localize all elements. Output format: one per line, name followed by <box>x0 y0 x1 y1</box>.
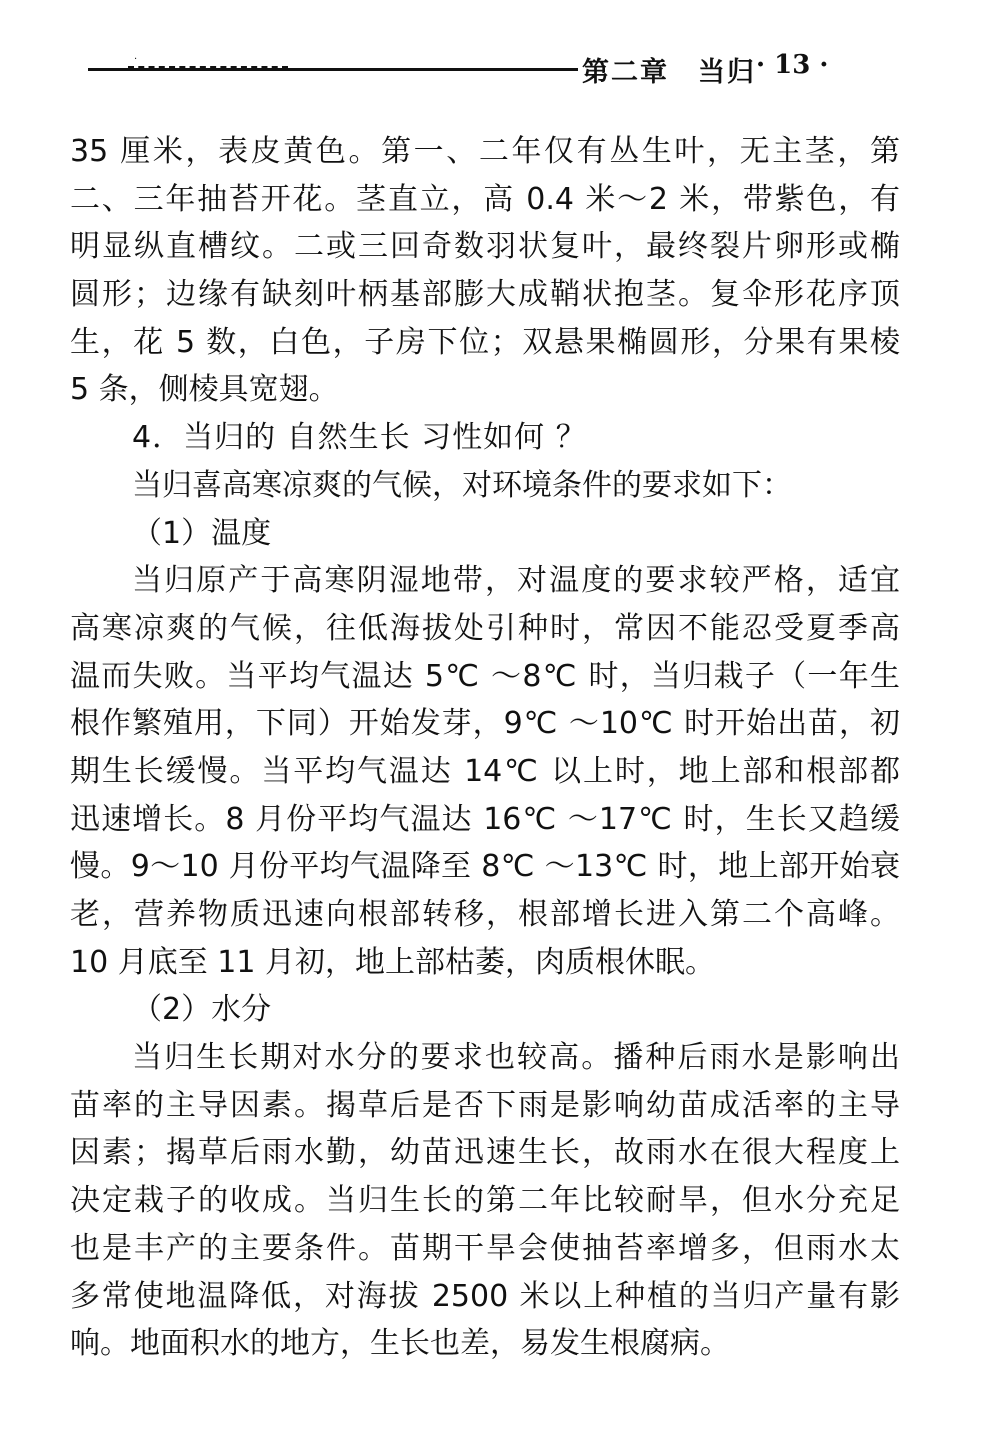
text-line: 圆形；边缘有缺刻叶柄基部膨大成鞘状抱茎。复伞形花序顶 <box>70 277 900 313</box>
text-line: 生，花 5 数，白色，子房下位；双悬果椭圆形，分果有果棱 <box>70 324 900 360</box>
body-text <box>70 128 900 1368</box>
text-line: 期生长缓慢。当平均气温达 14℃ 以上时，地上部和根部都 <box>70 753 900 789</box>
text-line: 35 厘米，表皮黄色。第一、二年仅有丛生叶，无主茎，第 <box>70 134 900 169</box>
chapter-title: 第二章 当归 <box>582 57 756 88</box>
text-line: 因素；揭草后雨水勤，幼苗迅速生长，故雨水在很大程度上 <box>70 1135 900 1171</box>
text-line: 迅速增长。8 月份平均气温达 16℃ ～17℃ 时，生长又趋缓 <box>70 801 900 837</box>
text-line: 慢。9～10 月份平均气温降至 8℃ ～13℃ 时，地上部开始衰 <box>70 849 900 885</box>
section-heading: 4．当归的 自然生长 习性如何 ？ <box>132 420 587 456</box>
text-line: 决定栽子的收成。当归生长的第二年比较耐旱，但水分充足 <box>70 1183 900 1219</box>
text-line: 当归喜高寒凉爽的气候，对环境条件的要求如下： <box>132 467 792 503</box>
text-line: 当归生长期对水分的要求也较高。播种后雨水是影响出 <box>132 1040 900 1076</box>
header-dot: · <box>134 54 138 65</box>
running-header <box>88 50 868 90</box>
text-line: 10 月底至 11 月初，地上部枯萎，肉质根休眠。 <box>70 944 715 980</box>
subsection-heading: （2）水分 <box>132 992 272 1028</box>
text-line: 明显纵直槽纹。二或三回奇数羽状复叶，最终裂片卵形或椭 <box>70 229 900 265</box>
text-line: 多常使地温降低，对海拔 2500 米以上种植的当归产量有影 <box>70 1278 900 1314</box>
text-line: 老，营养物质迅速向根部转移，根部增长进入第二个高峰。 <box>70 897 900 932</box>
text-line: 5 条，侧棱具宽翅。 <box>70 372 339 408</box>
header-dashed-rule <box>128 66 288 68</box>
text-line: 温而失败。当平均气温达 5℃ ～8℃ 时，当归栽子（一年生 <box>70 658 900 694</box>
text-line: 当归原产于高寒阴湿地带，对温度的要求较严格，适宜 <box>132 563 900 599</box>
text-line: 根作繁殖用，下同）开始发芽，9℃ ～10℃ 时开始出苗，初 <box>70 706 900 742</box>
text-line: 苗率的主导因素。揭草后是否下雨是影响幼苗成活率的主导 <box>70 1087 900 1123</box>
text-line: 高寒凉爽的气候，往低海拔处引种时，常因不能忍受夏季高 <box>70 610 900 646</box>
page-number: · 13 · <box>756 50 829 80</box>
header-rule <box>88 68 578 71</box>
text-line: 也是丰产的主要条件。苗期干旱会使抽苔率增多，但雨水太 <box>70 1230 900 1266</box>
text-line: 响。地面积水的地方，生长也差，易发生根腐病。 <box>70 1326 730 1362</box>
text-line: 二、三年抽苔开花。茎直立，高 0.4 米～2 米，带紫色，有 <box>70 181 900 217</box>
subsection-heading: （1）温度 <box>132 515 272 551</box>
